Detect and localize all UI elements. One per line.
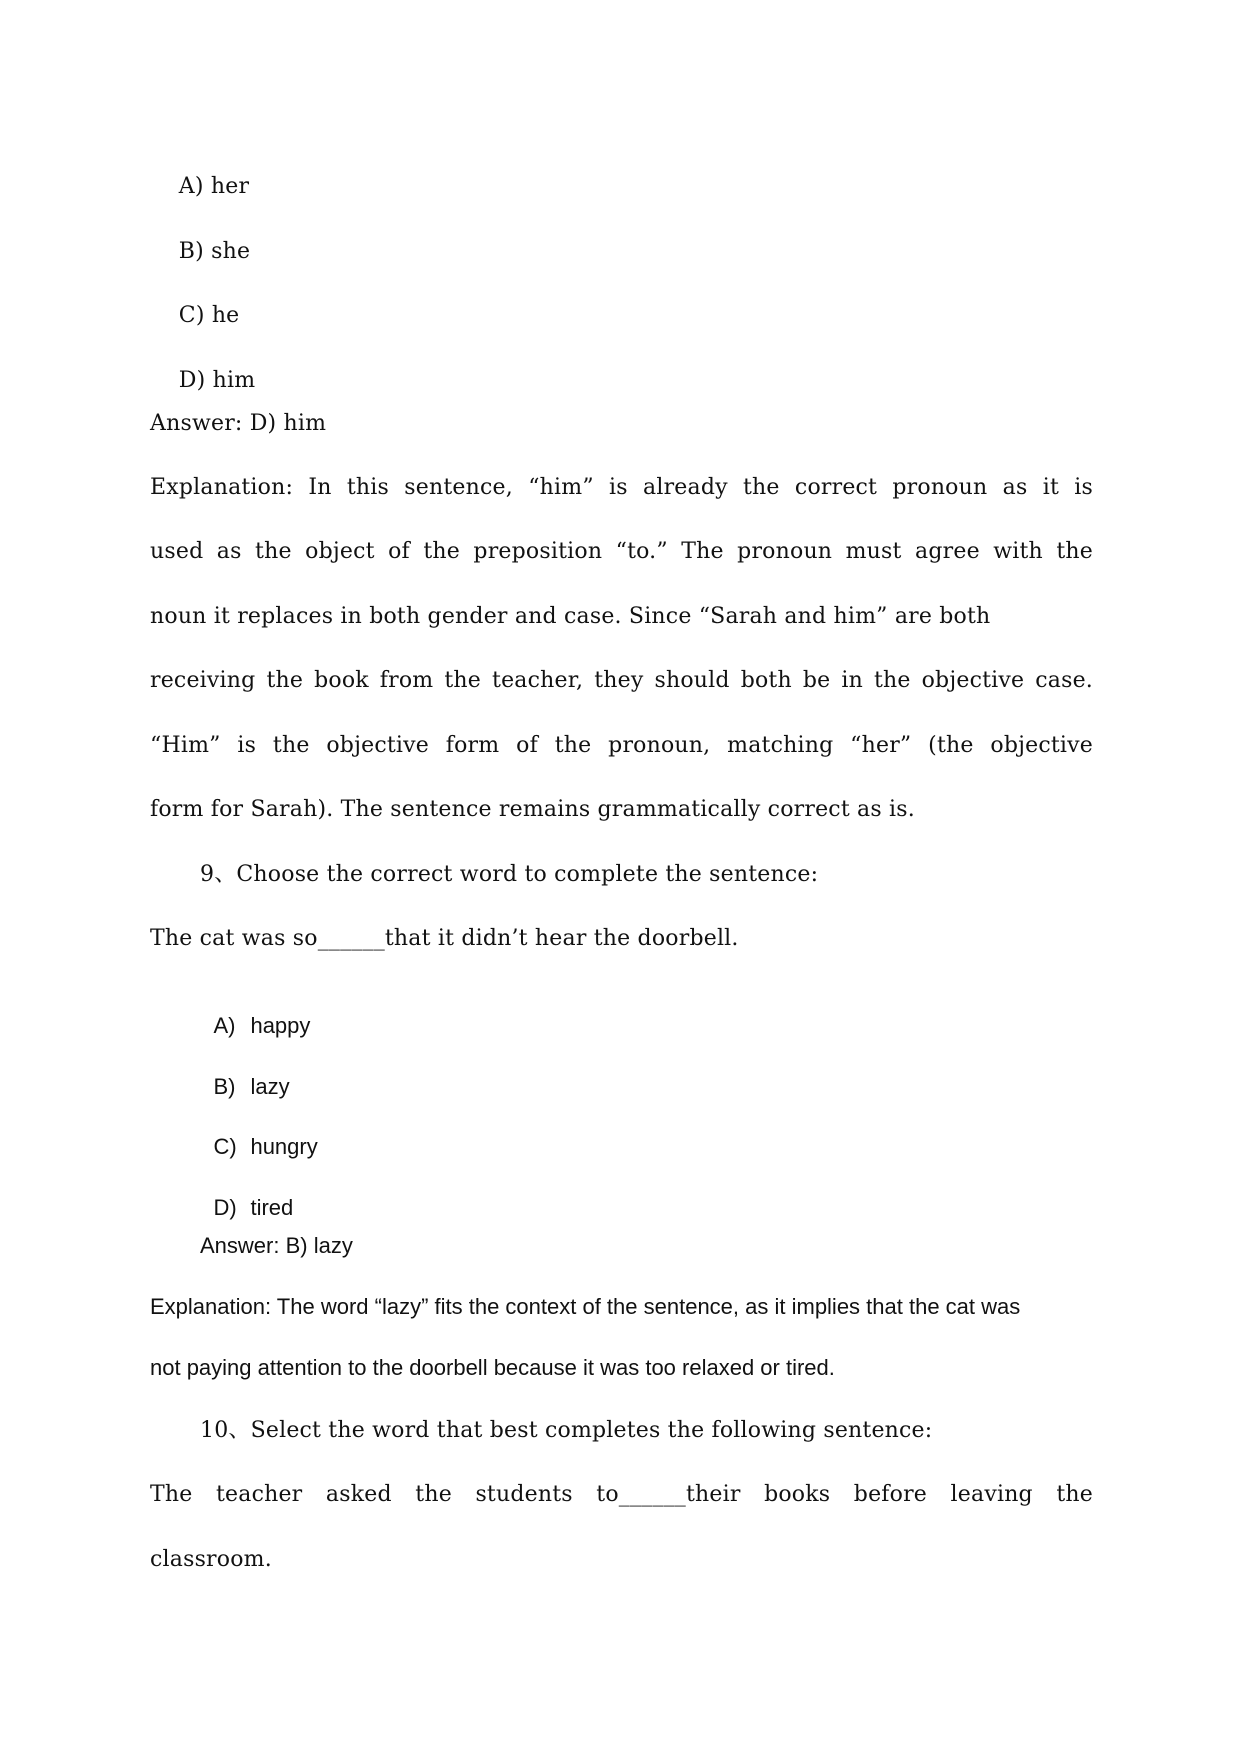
q9-explanation-line: not paying attention to the doorbell because it was too relaxed or tired. xyxy=(150,1355,835,1380)
option-text: she xyxy=(211,239,251,264)
q8-option-a xyxy=(150,154,249,220)
q8-explanation-line: “Him” is the objective form of the pronoun, matching “her” (the objective xyxy=(150,733,1093,758)
option-text: happy xyxy=(250,1013,311,1038)
option-text: he xyxy=(211,303,240,328)
q9-option-c xyxy=(189,1114,318,1180)
option-letter: A) xyxy=(213,1013,236,1038)
q8-option-c xyxy=(150,283,239,349)
option-text: him xyxy=(212,368,256,393)
q10-sentence-line: classroom. xyxy=(150,1547,272,1572)
q8-option-d xyxy=(150,348,255,414)
option-letter: C) xyxy=(178,303,205,328)
q9-option-d xyxy=(189,1175,293,1241)
option-letter: B) xyxy=(178,239,204,264)
q8-explanation-line: Explanation: In this sentence, “him” is already the correct pronoun as it is xyxy=(150,475,1093,500)
option-letter: D) xyxy=(213,1195,237,1220)
option-text: lazy xyxy=(250,1074,290,1099)
q9-option-b xyxy=(189,1054,290,1120)
q9-explanation-line: Explanation: The word “lazy” fits the context of the sentence, as it implies that the cat was xyxy=(150,1294,1021,1319)
option-text: hungry xyxy=(250,1134,318,1159)
q10-sentence-line: The teacher asked the students to______their books before leaving the xyxy=(150,1482,1093,1507)
option-letter: B) xyxy=(213,1074,236,1099)
q8-answer: Answer: D) him xyxy=(150,411,327,436)
q9-answer: Answer: B) lazy xyxy=(200,1233,353,1258)
q9-sentence: The cat was so______that it didn’t hear the doorbell. xyxy=(150,926,739,951)
q9-option-a xyxy=(189,993,310,1059)
option-text: tired xyxy=(250,1195,294,1220)
q8-option-b xyxy=(150,219,250,285)
q8-explanation-line: noun it replaces in both gender and case. Since “Sarah and him” are both xyxy=(150,604,991,629)
q9-prompt: 9、Choose the correct word to complete the sentence: xyxy=(200,862,819,887)
q10-prompt: 10、Select the word that best completes the following sentence: xyxy=(200,1418,933,1443)
option-letter: C) xyxy=(213,1134,237,1159)
option-letter: D) xyxy=(178,368,206,393)
q8-explanation-line: form for Sarah). The sentence remains grammatically correct as is. xyxy=(150,797,915,822)
q8-explanation-line: receiving the book from the teacher, they should both be in the objective case. xyxy=(150,668,1093,693)
option-text: her xyxy=(210,174,250,199)
option-letter: A) xyxy=(178,174,204,199)
q8-explanation-line: used as the object of the preposition “to.” The pronoun must agree with the xyxy=(150,539,1093,564)
